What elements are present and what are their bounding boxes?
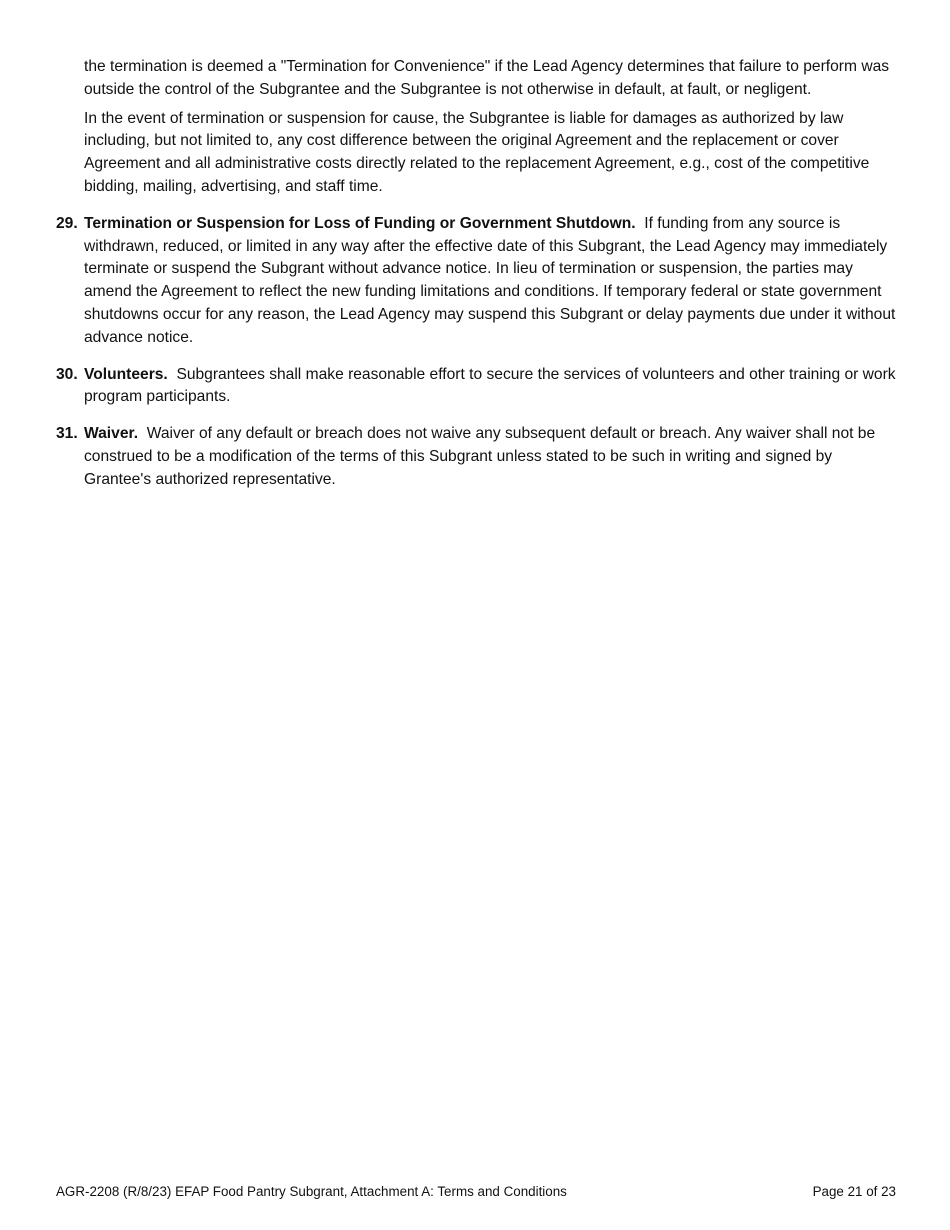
section-30: [56, 364, 896, 410]
section-number: 31.: [56, 425, 78, 443]
footer-form-id: AGR-2208 (R/8/23) EFAP Food Pantry Subgrant, Attachment A: Terms and Conditions: [56, 1184, 567, 1199]
section-number: 30.: [56, 365, 78, 383]
section-number: 29.: [56, 214, 78, 232]
section-body: If funding from any source is withdrawn, reduced, or limited in any way after the effective date of this Subgrant, the Lead Agency may immediately terminate or suspend the Subgrant without advance notice. In lieu of termination or suspension, the parties may amend the Agreement to reflect the new funding limitations and conditions. If temporary federal or state government shutdowns occur for any reason, the Lead Agency may suspend this Subgrant or delay payments due under it without advance notice.: [84, 214, 896, 346]
section-heading: Termination or Suspension for Loss of Funding or Government Shutdown.: [84, 214, 636, 232]
section-31: [56, 423, 896, 491]
section-body: Subgrantees shall make reasonable effort to secure the services of volunteers and other training or work program participants.: [84, 365, 896, 406]
continuation-paragraph-1: the termination is deemed a "Termination for Convenience" if the Lead Agency determines that failure to perform was outside the control of the Subgrantee and the Subgrantee is not otherwise in default, at fault, or negligent.: [84, 58, 890, 98]
section-heading: Waiver.: [84, 425, 139, 443]
continuation-paragraph-2: In the event of termination or suspension for cause, the Subgrantee is liable for damages as authorized by law including, but not limited to, any cost difference between the original Agreement and the replacement or cover Agreement and all administrative costs directly related to the replacement Agreement, e.g., cost of the competitive bidding, mailing, advertising, and staff time.: [84, 109, 870, 195]
section-29: [56, 213, 896, 350]
section-heading: Volunteers.: [84, 365, 168, 383]
section-body: Waiver of any default or breach does not waive any subsequent default or breach. Any waiver shall not be construed to be a modification of the terms of this Subgrant unless stated to be such in writing and signed by Grantee's authorized representative.: [84, 425, 876, 488]
document-body: [56, 56, 896, 506]
footer-page-number: Page 21 of 23: [812, 1184, 896, 1199]
